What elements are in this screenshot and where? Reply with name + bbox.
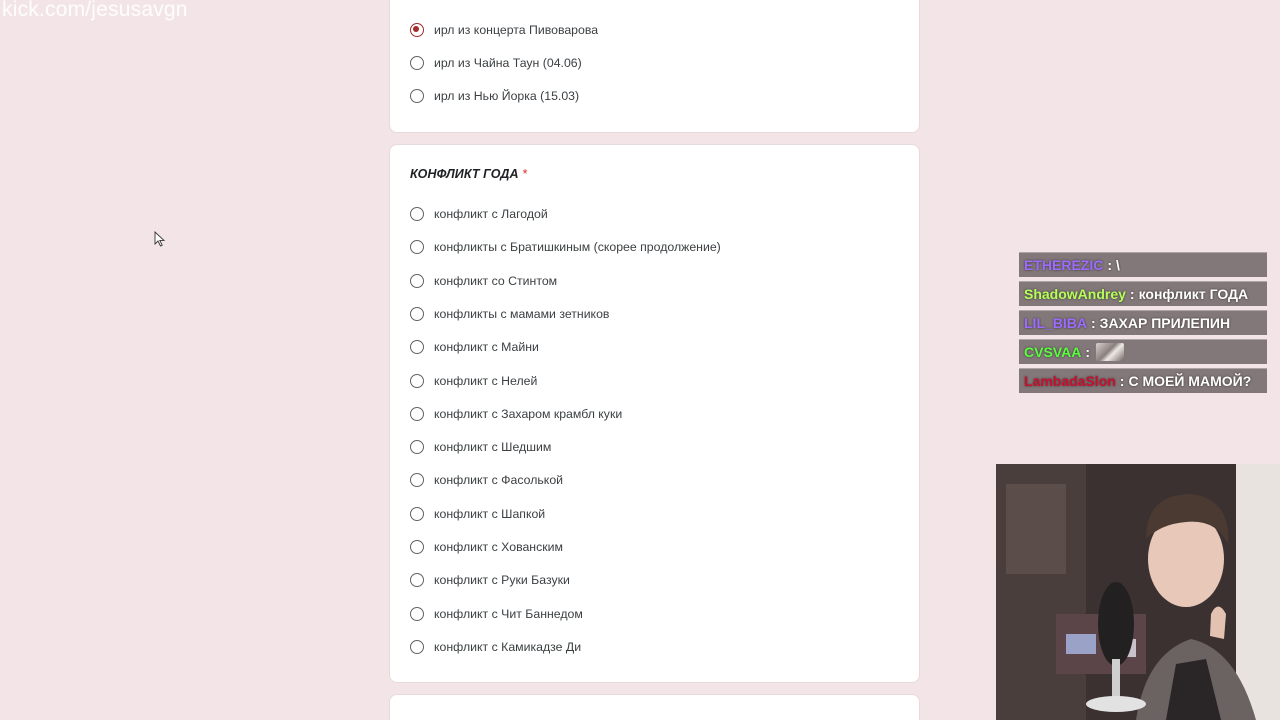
- chat-text: \: [1116, 257, 1120, 273]
- answer-option[interactable]: [410, 568, 570, 592]
- radio-button-icon[interactable]: [410, 440, 424, 454]
- option-label: конфликт с Хованским: [434, 540, 563, 554]
- radio-button-icon[interactable]: [410, 89, 424, 103]
- chat-separator: :: [1085, 344, 1090, 360]
- chat-message: [1019, 368, 1267, 393]
- required-asterisk: *: [522, 167, 528, 181]
- chat-message: [1019, 339, 1267, 364]
- question-title: [410, 167, 528, 181]
- question-card-konflikt-goda: [389, 144, 920, 683]
- previous-question-card: [389, 0, 920, 133]
- radio-button-icon[interactable]: [410, 540, 424, 554]
- answer-option[interactable]: [410, 468, 563, 492]
- option-label: конфликт с Шапкой: [434, 506, 546, 521]
- answer-option[interactable]: [410, 635, 581, 659]
- chat-separator: :: [1129, 286, 1135, 302]
- chat-message: [1019, 252, 1267, 277]
- next-question-card: [389, 694, 920, 720]
- answer-option[interactable]: [410, 202, 548, 226]
- option-label: конфликт с Шедшим: [434, 440, 552, 455]
- option-label: ирл из Чайна Таун (04.06): [434, 56, 582, 70]
- radio-button-icon[interactable]: [410, 573, 424, 587]
- option-label: ирл из Нью Йорка (15.03): [434, 89, 580, 103]
- option-label: конфликт с Руки Базуки: [434, 573, 570, 588]
- answer-option[interactable]: [410, 435, 551, 459]
- chat-message: [1019, 281, 1267, 306]
- radio-button-icon[interactable]: [410, 407, 424, 421]
- option-label: конфликты с Братишкиным (скорее продолжение): [434, 240, 721, 255]
- radio-button-icon[interactable]: [410, 607, 424, 621]
- option-label: ирл из концерта Пивоварова: [434, 23, 599, 37]
- previous-option-partial[interactable]: [410, 0, 424, 1]
- radio-button-icon[interactable]: [410, 340, 424, 354]
- option-label: конфликты с мамами зетников: [434, 306, 610, 321]
- stream-watermark: kick.com/jesusavgn: [2, 0, 188, 21]
- chat-text: конфликт ГОДА: [1138, 286, 1249, 302]
- previous-option[interactable]: [410, 84, 579, 108]
- option-label: конфликт с Камикадзе Ди: [434, 639, 582, 654]
- streamer-webcam: [996, 464, 1280, 720]
- stream-chat-overlay: [1019, 252, 1267, 397]
- answer-option[interactable]: [410, 602, 583, 626]
- radio-button-icon[interactable]: [410, 473, 424, 487]
- option-label: конфликт с Чит Баннедом: [434, 606, 583, 621]
- emote-image-icon: [1096, 343, 1124, 361]
- answer-option[interactable]: [410, 502, 545, 526]
- chat-username: LIL_BIBA: [1024, 315, 1087, 331]
- option-label: конфликт с Захаром крамбл куки: [434, 406, 623, 421]
- chat-separator: :: [1091, 315, 1096, 331]
- radio-button-icon[interactable]: [410, 640, 424, 654]
- answer-option[interactable]: [410, 335, 539, 359]
- chat-text: С МОЕЙ МАМОЙ?: [1128, 373, 1252, 389]
- answer-option[interactable]: [410, 535, 563, 559]
- chat-separator: :: [1119, 373, 1125, 389]
- answer-option[interactable]: [410, 402, 622, 426]
- option-label: конфликт с Нелей: [434, 373, 538, 388]
- radio-button-checked-icon[interactable]: [410, 23, 424, 37]
- chat-username: LambadaSlon: [1024, 373, 1116, 389]
- chat-text: ЗАХАР ПРИЛЕПИН: [1099, 315, 1231, 331]
- previous-option[interactable]: [410, 51, 582, 75]
- previous-option[interactable]: [410, 18, 598, 42]
- radio-button-icon[interactable]: [410, 240, 424, 254]
- radio-button-icon[interactable]: [410, 507, 424, 521]
- option-label: конфликт с Фасолькой: [434, 473, 564, 488]
- answer-option[interactable]: [410, 269, 557, 293]
- option-label: конфликт со Стинтом: [434, 273, 558, 288]
- answer-option[interactable]: [410, 302, 609, 326]
- chat-username: ETHEREZIC: [1024, 257, 1104, 273]
- mouse-pointer-icon: [154, 231, 166, 247]
- radio-button-icon[interactable]: [410, 307, 424, 321]
- answer-option[interactable]: [410, 369, 537, 393]
- option-label: конфликт с Майни: [434, 340, 539, 355]
- question-title-text: КОНФЛИКТ ГОДА: [410, 167, 519, 181]
- chat-username: CVSVAA: [1024, 344, 1082, 360]
- chat-message: [1019, 310, 1267, 335]
- answer-option[interactable]: [410, 235, 721, 259]
- radio-button-icon[interactable]: [410, 374, 424, 388]
- chat-username: ShadowAndrey: [1024, 286, 1126, 302]
- webcam-image: [996, 464, 1280, 720]
- radio-button-icon[interactable]: [410, 207, 424, 221]
- option-label: конфликт с Лагодой: [434, 207, 548, 221]
- radio-button-icon[interactable]: [410, 56, 424, 70]
- chat-separator: :: [1107, 257, 1113, 273]
- radio-button-icon[interactable]: [410, 274, 424, 288]
